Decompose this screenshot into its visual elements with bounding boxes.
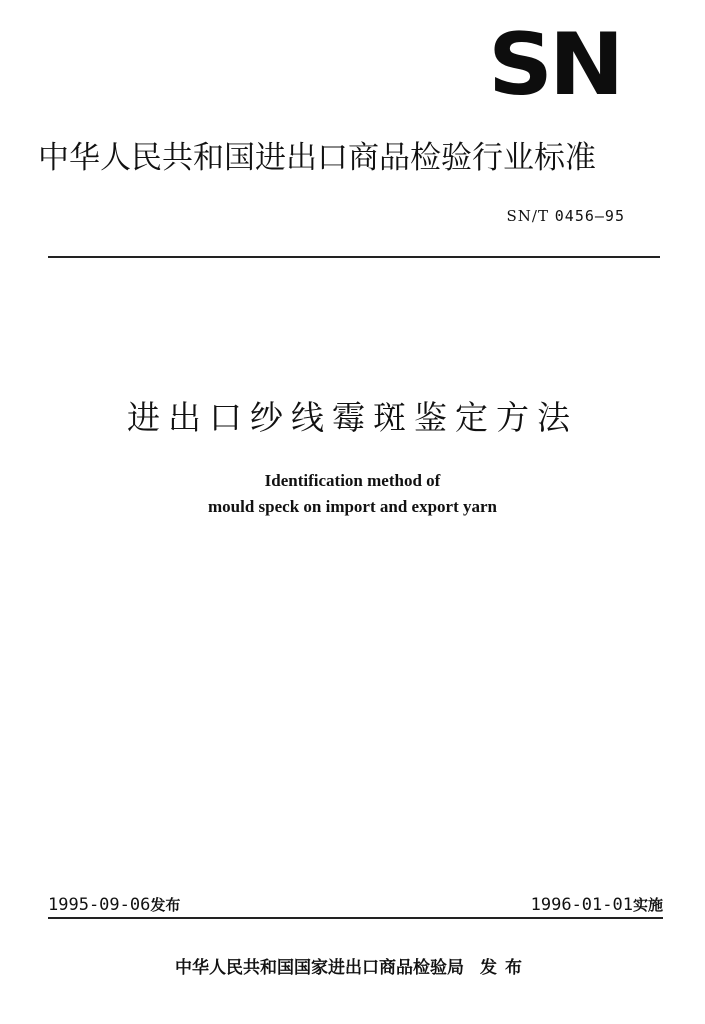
english-title-line-1: Identification method of (264, 471, 441, 490)
issue-date: 1995-09-06 (48, 895, 151, 915)
effective-date: 1996-01-01 (530, 895, 633, 915)
publisher-name: 中华人民共和国国家进出口商品检验局 (175, 958, 464, 978)
effective-label: 实施 (632, 896, 663, 914)
top-divider (48, 256, 660, 258)
standard-code-prefix: SN/T (506, 207, 549, 225)
publisher-line (0, 956, 705, 980)
effective-date-block (531, 894, 663, 916)
sn-logo: SN (488, 15, 621, 115)
issue-label: 发布 (150, 896, 181, 914)
publish-label: 发布 (480, 958, 530, 978)
agency-title: 中华人民共和国进出口商品检验行业标准 (38, 140, 596, 176)
standard-code (507, 206, 625, 226)
standard-code-number: 0456—95 (554, 207, 625, 225)
english-title (0, 468, 705, 520)
bottom-divider (48, 917, 663, 919)
english-title-line-2: mould speck on import and export yarn (207, 497, 498, 516)
chinese-title: 进出口纱线霉斑鉴定方法 (127, 398, 578, 437)
issue-date-block (48, 894, 180, 916)
